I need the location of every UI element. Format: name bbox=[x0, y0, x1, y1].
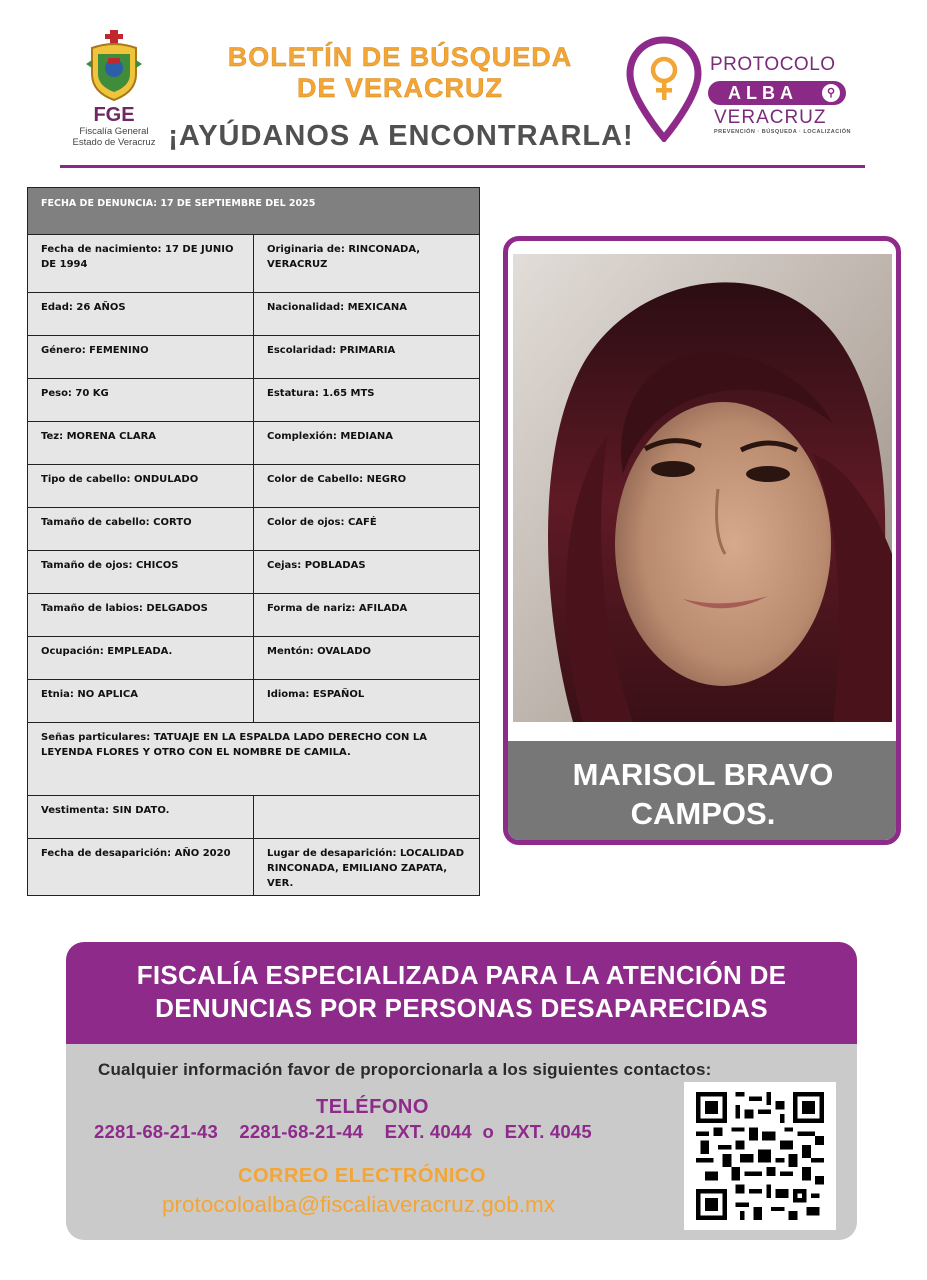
detail-cell: Tamaño de ojos: CHICOS bbox=[28, 551, 254, 594]
table-row bbox=[28, 723, 480, 796]
clothing: Vestimenta: SIN DATO. bbox=[28, 796, 254, 839]
detail-cell: Fecha de nacimiento: 17 DE JUNIO DE 1994 bbox=[28, 235, 254, 293]
detail-cell: Mentón: OVALADO bbox=[254, 637, 480, 680]
detail-cell: Tamaño de cabello: CORTO bbox=[28, 508, 254, 551]
bulletin-title-line1: BOLETÍN DE BÚSQUEDA bbox=[227, 42, 573, 72]
table-row bbox=[28, 594, 480, 637]
table-row bbox=[28, 796, 480, 839]
denuncia-date: FECHA DE DENUNCIA: 17 DE SEPTIEMBRE DEL 2025 bbox=[28, 188, 480, 235]
detail-cell: Nacionalidad: MEXICANA bbox=[254, 293, 480, 336]
agency-name-line1: Fiscalía General bbox=[79, 126, 149, 137]
person-photo bbox=[513, 254, 892, 722]
email-link[interactable]: protocoloalba@fiscaliaveracruz.gob.mx bbox=[162, 1192, 556, 1217]
contact-panel bbox=[66, 1044, 857, 1240]
distinguishing-marks: Señas particulares: TATUAJE EN LA ESPALDA LADO DERECHO CON LA LEYENDA FLORES Y OTRO CON EL NOMBRE DE CAMILA. bbox=[28, 723, 480, 796]
detail-cell: Idioma: ESPAÑOL bbox=[254, 680, 480, 723]
protocol-alba-badge bbox=[708, 81, 846, 105]
unit-banner bbox=[66, 942, 857, 1044]
bulletin-title bbox=[200, 42, 600, 104]
protocol-line1: PROTOCOLO bbox=[710, 54, 836, 75]
table-row bbox=[28, 551, 480, 594]
detail-cell: Género: FEMENINO bbox=[28, 336, 254, 379]
protocol-line3: VERACRUZ bbox=[714, 107, 827, 128]
table-row bbox=[28, 422, 480, 465]
detail-cell: Tamaño de labios: DELGADOS bbox=[28, 594, 254, 637]
table-row bbox=[28, 508, 480, 551]
bulletin-title-line2: DE VERACRUZ bbox=[296, 73, 503, 103]
table-row bbox=[28, 680, 480, 723]
table-row bbox=[28, 336, 480, 379]
unit-line2: DENUNCIAS POR PERSONAS DESAPARECIDAS bbox=[155, 993, 768, 1023]
detail-cell: Color de ojos: CAFÉ bbox=[254, 508, 480, 551]
detail-cell: Edad: 26 AÑOS bbox=[28, 293, 254, 336]
person-photo-card bbox=[503, 236, 901, 845]
magnifier-icon: ⚲ bbox=[822, 84, 840, 102]
qr-code[interactable] bbox=[684, 1082, 836, 1230]
person-name-line2: CAMPOS. bbox=[630, 796, 776, 831]
protocol-line2: ALBA bbox=[728, 83, 798, 103]
person-details-table bbox=[27, 187, 480, 896]
detail-cell: Tez: MORENA CLARA bbox=[28, 422, 254, 465]
fge-logo bbox=[66, 30, 162, 155]
detail-cell: Tipo de cabello: ONDULADO bbox=[28, 465, 254, 508]
table-row bbox=[28, 379, 480, 422]
bulletin-subtitle: ¡AYÚDANOS A ENCONTRARLA! bbox=[168, 120, 634, 152]
phone-label: TELÉFONO bbox=[316, 1096, 429, 1118]
detail-cell: Originaria de: RINCONADA, VERACRUZ bbox=[254, 235, 480, 293]
table-row bbox=[28, 293, 480, 336]
detail-cell: Cejas: POBLADAS bbox=[254, 551, 480, 594]
detail-cell: Peso: 70 KG bbox=[28, 379, 254, 422]
header-divider bbox=[60, 165, 865, 168]
veracruz-shield-icon bbox=[86, 30, 142, 102]
contact-intro: Cualquier información favor de proporcionarla a los siguientes contactos: bbox=[98, 1060, 712, 1079]
disappearance-place: Lugar de desaparición: LOCALIDAD RINCONADA, EMILIANO ZAPATA, VER. bbox=[254, 839, 480, 896]
clothing-extra bbox=[254, 796, 480, 839]
table-row bbox=[28, 839, 480, 896]
table-row bbox=[28, 465, 480, 508]
location-pin-female-icon bbox=[626, 36, 702, 142]
detail-cell: Etnia: NO APLICA bbox=[28, 680, 254, 723]
email-label: CORREO ELECTRÓNICO bbox=[238, 1165, 486, 1187]
disappearance-date: Fecha de desaparición: AÑO 2020 bbox=[28, 839, 254, 896]
detail-cell: Estatura: 1.65 MTS bbox=[254, 379, 480, 422]
protocol-tagline: PREVENCIÓN · BÚSQUEDA · LOCALIZACIÓN bbox=[714, 129, 851, 135]
protocolo-alba-logo bbox=[626, 36, 856, 146]
unit-line1: FISCALÍA ESPECIALIZADA PARA LA ATENCIÓN DE bbox=[136, 960, 787, 990]
detail-cell: Color de Cabello: NEGRO bbox=[254, 465, 480, 508]
person-name-line1: MARISOL BRAVO bbox=[572, 757, 834, 792]
detail-cell: Ocupación: EMPLEADA. bbox=[28, 637, 254, 680]
table-header-row bbox=[28, 188, 480, 235]
detail-cell: Complexión: MEDIANA bbox=[254, 422, 480, 465]
phone-numbers[interactable]: 2281-68-21-43 2281-68-21-44 EXT. 4044 o EXT. 4045 bbox=[94, 1121, 592, 1142]
agency-short: FGE bbox=[93, 104, 135, 126]
table-row bbox=[28, 637, 480, 680]
table-row bbox=[28, 235, 480, 293]
detail-cell: Escolaridad: PRIMARIA bbox=[254, 336, 480, 379]
person-name bbox=[508, 755, 898, 833]
agency-name-line2: Estado de Veracruz bbox=[72, 137, 156, 148]
detail-cell: Forma de nariz: AFILADA bbox=[254, 594, 480, 637]
